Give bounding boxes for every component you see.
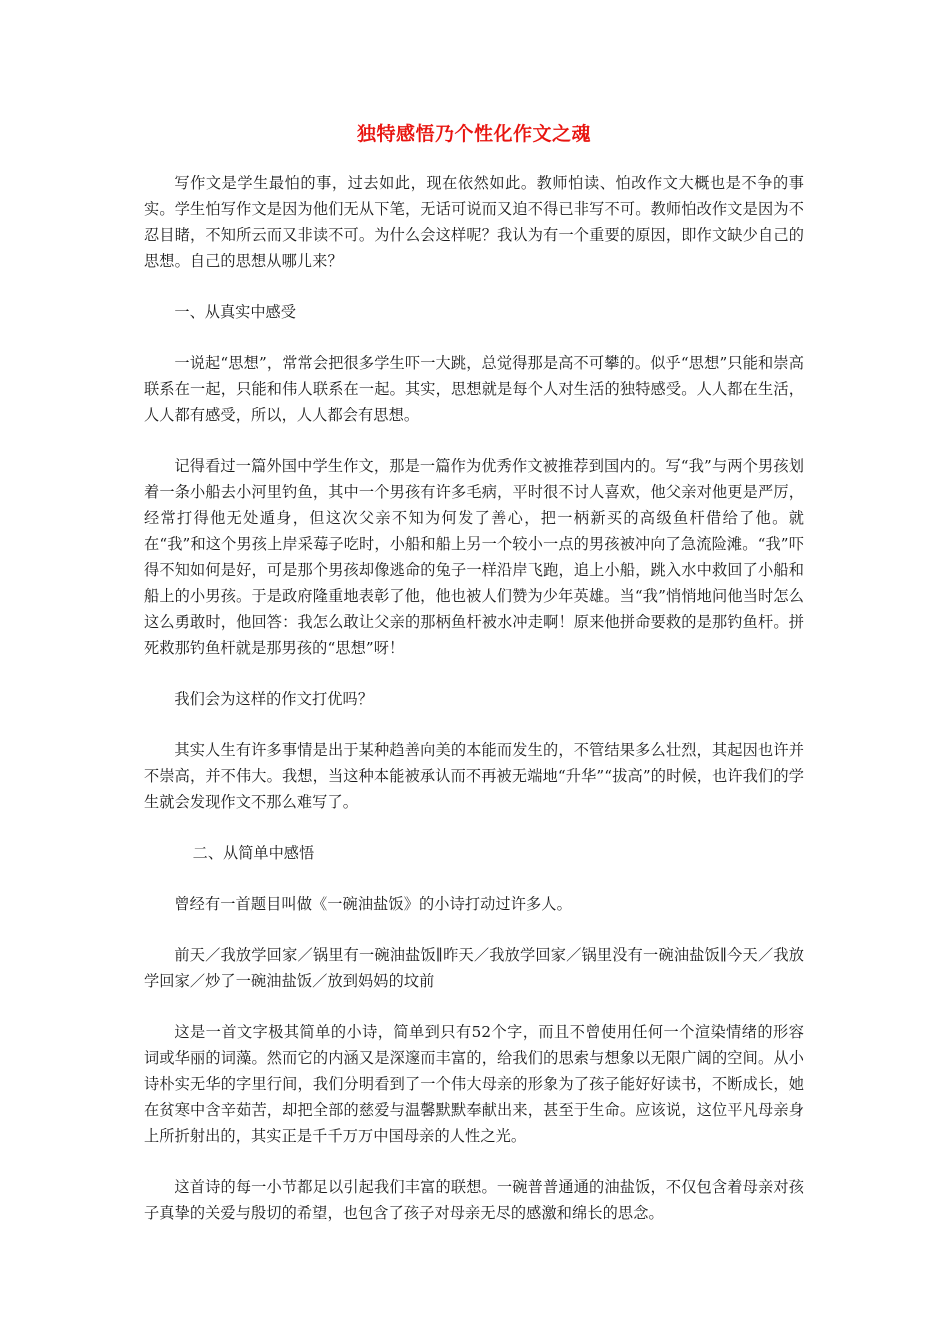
section-heading-1: 一、从真实中感受 (174, 303, 296, 321)
paragraph: 一说起“思想”，常常会把很多学生吓一大跳，总觉得那是高不可攀的。似乎“思想”只能和崇高联系在一起，只能和伟人联系在一起。其实，思想就是每个人对生活的独特感受。人人都在生活，人人都有感受，所以，人人都会有思想。 (144, 354, 804, 424)
paragraph: 这首诗的每一小节都足以引起我们丰富的联想。一碗普普通通的油盐饭，不仅包含着母亲对孩子真挚的关爱与殷切的希望，也包含了孩子对母亲无尽的感激和绵长的思念。 (144, 1178, 804, 1222)
paragraph: 记得看过一篇外国中学生作文，那是一篇作为优秀作文被推荐到国内的。写“我”与两个男孩划着一条小船去小河里钓鱼，其中一个男孩有许多毛病，平时很不讨人喜欢，他父亲对他更是严厉，经常打得他无处遁身，但这次父亲不知为何发了善心，把一柄新买的高级鱼杆借给了他。就在“我”和这个男孩上岸采莓子吃时，小船和船上另一个较小一点的男孩被冲向了急流险滩。“我”吓得不知如何是好，可是那个男孩却像逃命的兔子一样沿岸飞跑，追上小船，跳入水中救回了小船和船上的小男孩。于是政府隆重地表彰了他，他也被人们赞为少年英雄。当“我”悄悄地问他当时怎么这么勇敢时，他回答：我怎么敢让父亲的那柄鱼杆被水冲走啊！原来他拼命要救的是那钓鱼杆。拼死救那钓鱼杆就是那男孩的“思想”呀！ (144, 457, 804, 657)
section-heading-2: 二、从简单中感悟 (192, 844, 315, 862)
paragraph: 这是一首文字极其简单的小诗，简单到只有52个字，而且不曾使用任何一个渲染情绪的形容词或华丽的词藻。然而它的内涵又是深邃而丰富的，给我们的思索与想象以无限广阔的空间。从小诗朴实无华的字里行间，我们分明看到了一个伟大母亲的形象为了孩子能好好读书，不断成长，她在贫寒中含辛茹苦，却把全部的慈爱与温馨默默奉献出来，甚至于生命。应该说，这位平凡母亲身上所折射出的，其实正是千千万万中国母亲的人性之光。 (144, 1023, 804, 1145)
paragraph-intro: 写作文是学生最怕的事，过去如此，现在依然如此。教师怕读、怕改作文大概也是不争的事实。学生怕写作文是因为他们无从下笔，无话可说而又迫不得已非写不可。教师怕改作文是因为不忍目睹，不知所云而又非读不可。为什么会这样呢？我认为有一个重要的原因，即作文缺少自己的思想。自己的思想从哪儿来？ (144, 174, 804, 270)
paragraph: 我们会为这样的作文打优吗？ (174, 690, 374, 708)
poem-text: 前天／我放学回家／锅里有一碗油盐饭∥昨天／我放学回家／锅里没有一碗油盐饭∥今天／我放学回家／炒了一碗油盐饭／放到妈妈的坟前 (144, 946, 804, 990)
paragraph: 其实人生有许多事情是出于某种趋善向美的本能而发生的，不管结果多么壮烈，其起因也许并不崇高，并不伟大。我想，当这种本能被承认而不再被无端地“升华”“拔高”的时候，也许我们的学生就会发现作文不那么难写了。 (144, 741, 804, 811)
document-body (144, 118, 804, 1251)
document-title: 独特感悟乃个性化作文之魂 (356, 123, 591, 145)
paragraph: 曾经有一首题目叫做《一碗油盐饭》的小诗打动过许多人。 (174, 895, 572, 913)
